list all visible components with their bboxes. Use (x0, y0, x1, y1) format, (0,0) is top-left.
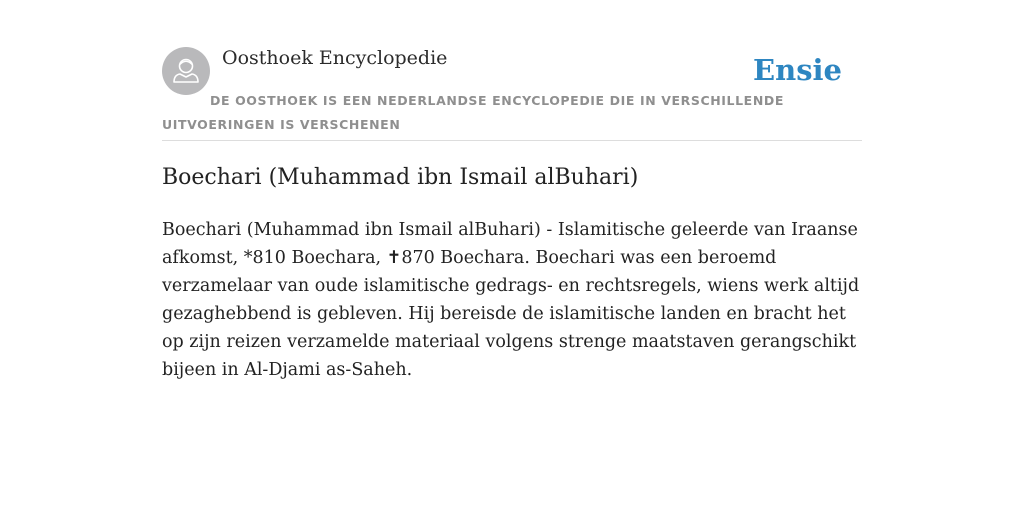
brand-logo[interactable]: Ensie (753, 53, 842, 87)
article-body: Boechari (Muhammad ibn Ismail alBuhari) - Islamitische geleerde van Iraanse afkomst, *810 Boechara, ✝870 Boechara. Boechari was een beroemd verzamelaar van oude islamitische gedrags- en rechtsregels, wiens werk altijd gezaghebbend is gebleven. Hij bereisde de islamitische landen en bracht het op zijn reizen verzamelde materiaal volgens strenge maatstaven gerangschikt bijeen in Al-Djami as-Saheh. (162, 220, 860, 380)
avatar[interactable] (162, 47, 210, 95)
site-name[interactable]: Oosthoek Encyclopedie (222, 47, 448, 69)
user-outline-icon (162, 47, 210, 95)
site-header (162, 46, 862, 141)
article-title: Boechari (Muhammad ibn Ismail alBuhari) (162, 165, 639, 190)
site-tagline: DE OOSTHOEK IS EEN NEDERLANDSE ENCYCLOPEDIE DIE IN VERSCHILLENDE UITVOERINGEN IS VERSCHENEN (162, 93, 784, 132)
